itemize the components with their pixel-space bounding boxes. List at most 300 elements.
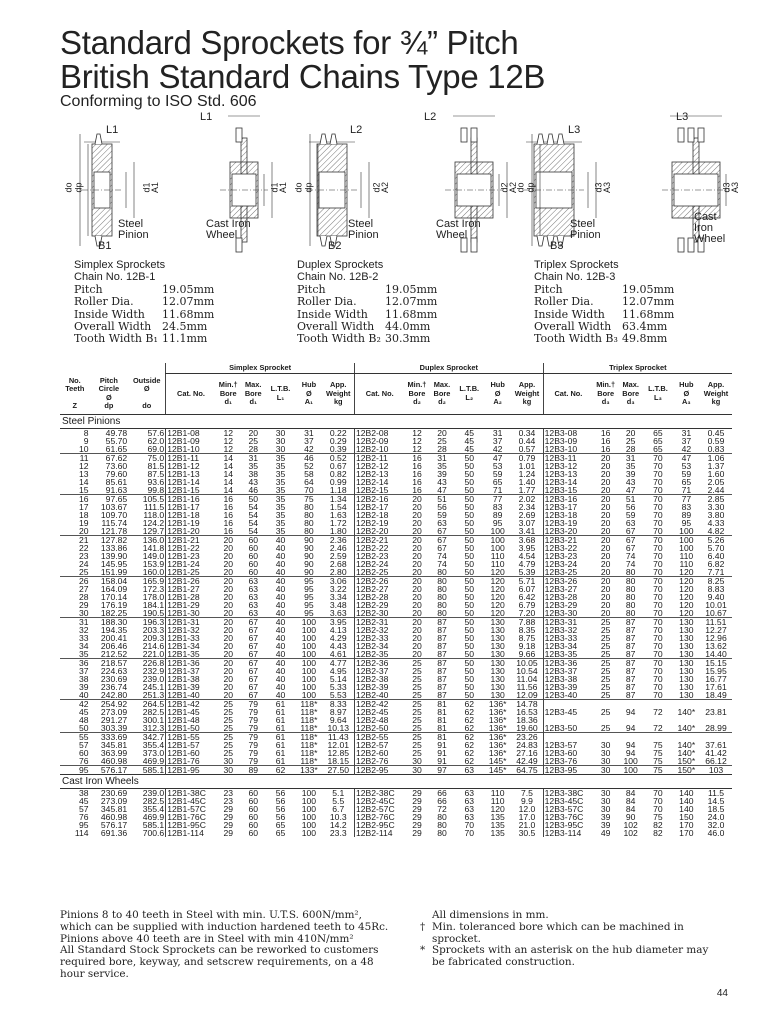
table-cell: 24.0 xyxy=(707,813,725,821)
table-cell: 95 xyxy=(492,519,503,527)
spec-key: Roller Dia. xyxy=(74,295,134,309)
table-cell: 12B2-31 xyxy=(354,618,404,627)
table-cell: 35 xyxy=(248,462,259,470)
table-cell: 12B1-13 xyxy=(166,470,216,478)
table-cell: 12B2-09 xyxy=(354,437,404,445)
table-cell: 80 xyxy=(437,829,447,837)
table-cell: 100 xyxy=(301,788,317,797)
table-cell: 53 xyxy=(492,462,503,470)
table-cell: 12B2-12 xyxy=(354,462,404,470)
table-cell: 576.17 xyxy=(100,821,128,829)
table-cell: 50 xyxy=(464,470,475,478)
table-cell: 20 xyxy=(223,568,234,577)
table-cell: 120 xyxy=(490,585,505,593)
table-cell: 20 xyxy=(412,650,422,659)
table-cell: 50 xyxy=(464,650,475,659)
table-cell: 91 xyxy=(437,757,447,766)
table-cell: 50 xyxy=(464,462,475,470)
table-cell: 12B3-35 xyxy=(543,650,593,659)
table-cell: 70 xyxy=(653,560,663,568)
table-cell: 50 xyxy=(464,527,475,536)
table-row xyxy=(60,437,732,445)
table-cell: 12B2-57C xyxy=(354,805,404,813)
table-cell: 20 xyxy=(600,609,611,618)
table-cell: 3.95 xyxy=(323,618,355,627)
table-cell: 61 xyxy=(275,724,286,733)
table-cell: 232.9 xyxy=(142,667,165,675)
footnote-text: All dimensions in mm. xyxy=(432,909,549,921)
spec-key: Roller Dia. xyxy=(297,295,357,309)
table-cell: 12B3-45 xyxy=(543,708,593,716)
table-cell: 65 xyxy=(275,821,286,829)
table-cell: 38 xyxy=(248,470,259,478)
table-cell: 67.62 xyxy=(90,454,129,463)
dimension-axis-label: dp xyxy=(525,182,536,193)
table-cell: 50 xyxy=(464,511,475,519)
table-cell: 80 xyxy=(429,577,454,586)
table-cell: 76 xyxy=(78,813,89,821)
table-cell: 25 xyxy=(593,659,618,668)
table-cell: 11.5 xyxy=(707,788,725,797)
footnote-mark: † xyxy=(420,920,426,933)
table-cell: 13.62 xyxy=(705,642,727,650)
table-cell: 50 xyxy=(464,634,475,642)
table-cell: 139.90 xyxy=(100,552,128,560)
table-cell xyxy=(593,700,618,709)
table-cell: 20 xyxy=(600,593,611,601)
table-cell: 100 xyxy=(301,797,317,805)
table-cell: 118* xyxy=(300,708,318,716)
spec-key: Pitch xyxy=(534,282,563,296)
table-cell: 25 xyxy=(78,568,89,577)
table-cell: 60 xyxy=(248,552,259,560)
table-row xyxy=(60,495,732,504)
table-cell: 12B1-95 xyxy=(166,766,216,775)
table-cell xyxy=(643,733,673,742)
table-cell: 2.36 xyxy=(323,536,355,545)
table-cell: 20 xyxy=(223,601,234,609)
table-cell: 12B2-08 xyxy=(354,429,404,438)
table-cell: 12B1-08 xyxy=(166,429,216,438)
table-cell: 45 xyxy=(464,428,475,437)
table-cell: 91 xyxy=(437,749,447,757)
table-cell: 12B3-57 xyxy=(543,741,593,749)
table-cell: 21 xyxy=(60,536,90,545)
table-cell: 12B2-21 xyxy=(354,536,404,545)
table-cell: 14 xyxy=(223,478,234,486)
table-cell: 39 xyxy=(625,470,636,478)
table-cell: 62 xyxy=(464,741,475,749)
table-cell: 61 xyxy=(275,741,286,749)
note-line: which can be supplied with induction hardened teeth to 45Rc. xyxy=(60,920,389,933)
table-cell: 11.43 xyxy=(323,733,355,742)
table-cell: 16 xyxy=(404,454,429,463)
table-cell: 59 xyxy=(625,511,636,519)
table-cell: 135 xyxy=(490,829,505,837)
table-cell: 6.7 xyxy=(332,805,345,813)
dimension-axis-label: d1 xyxy=(269,182,280,193)
table-cell: 130 xyxy=(490,626,505,634)
table-cell: 20 xyxy=(216,618,241,627)
table-cell: 64 xyxy=(304,478,314,486)
table-cell: 61 xyxy=(275,757,286,766)
table-cell: 65 xyxy=(681,478,692,486)
table-cell: 4.77 xyxy=(323,659,355,668)
table-cell: 91 xyxy=(437,741,447,749)
table-cell: 100 xyxy=(490,527,505,536)
table-cell xyxy=(618,716,643,724)
table-cell: 12B3-60 xyxy=(543,749,593,757)
table-cell: 16 xyxy=(216,495,241,504)
table-cell: 14.78 xyxy=(511,700,543,709)
table-cell: 12B1-15 xyxy=(166,486,216,495)
table-cell: 29 xyxy=(412,805,422,813)
table-cell: 16 xyxy=(223,503,234,511)
table-cell: 50 xyxy=(78,724,89,733)
table-row xyxy=(60,462,732,470)
table-cell: 20 xyxy=(593,454,618,463)
table-cell: 62 xyxy=(266,766,296,775)
table-cell: 100 xyxy=(301,642,317,650)
table-cell xyxy=(700,733,732,742)
table-cell: 20 xyxy=(600,552,611,560)
table-cell: 12B2-38C xyxy=(354,789,404,798)
table-cell: 20 xyxy=(600,560,611,568)
table-cell: 10.67 xyxy=(705,609,727,618)
table-cell: 0.59 xyxy=(707,437,725,445)
table-cell: 12B1-50 xyxy=(166,724,216,733)
spec-block-1 xyxy=(74,259,214,346)
table-cell: 12.85 xyxy=(327,749,350,757)
cast-iron-wheel-label: Cast Iron Wheel xyxy=(436,218,481,241)
table-cell: 12B2-32 xyxy=(354,626,404,634)
table-cell: 18.36 xyxy=(516,716,538,724)
table-cell: 65 xyxy=(653,445,663,454)
table-cell: 65 xyxy=(653,428,663,437)
table-cell: 182.25 xyxy=(100,609,128,618)
table-cell: 102 xyxy=(623,829,638,837)
table-cell: 3.95 xyxy=(518,544,536,552)
table-cell: 12B1-57C xyxy=(166,805,216,813)
table-cell: 12B1-45C xyxy=(166,797,216,805)
table-cell: 20 xyxy=(223,560,234,568)
table-cell: 12B3-09 xyxy=(543,437,593,445)
table-cell: 12 xyxy=(223,437,234,445)
table-cell: 100 xyxy=(679,527,694,536)
table-cell: 345.81 xyxy=(100,741,128,749)
table-cell: 20 xyxy=(223,691,234,700)
table-cell: 2.69 xyxy=(518,511,536,519)
table-cell: 38 xyxy=(78,788,89,797)
table-cell: 81 xyxy=(429,700,454,709)
table-cell: 35 xyxy=(275,503,286,511)
table-cell: 0.83 xyxy=(707,445,725,454)
table-cell: 87 xyxy=(625,634,636,642)
table-cell: 130 xyxy=(490,667,505,675)
table-cell: 273.09 xyxy=(100,797,128,805)
table-cell: 56 xyxy=(275,797,286,805)
table-cell: 40 xyxy=(275,585,286,593)
table-cell: 1.40 xyxy=(518,478,536,486)
table-cell: 312.3 xyxy=(142,724,165,733)
spec-block-3 xyxy=(534,259,674,346)
table-cell: 62 xyxy=(464,749,475,757)
note-line: hour service. xyxy=(60,967,129,980)
table-cell: 254.92 xyxy=(90,700,129,709)
table-cell: 23 xyxy=(223,788,234,797)
table-cell: 50 xyxy=(464,552,475,560)
table-cell: 63 xyxy=(248,601,259,609)
table-cell: 12.01 xyxy=(327,741,350,749)
table-cell: 50 xyxy=(464,585,475,593)
table-cell: 25 xyxy=(600,642,611,650)
table-cell: 75.0 xyxy=(128,454,166,463)
table-cell: 2.85 xyxy=(700,495,732,504)
table-cell: 20 xyxy=(600,486,611,495)
table-cell: 12B1-76C xyxy=(166,813,216,821)
table-cell: 80 xyxy=(625,609,636,618)
table-cell: 50 xyxy=(454,454,484,463)
table-cell: 190.5 xyxy=(142,609,165,618)
table-row xyxy=(60,749,732,757)
table-cell: 20 xyxy=(600,585,611,593)
table-cell: 29 xyxy=(223,813,234,821)
table-cell: 67 xyxy=(429,536,454,545)
table-cell xyxy=(700,700,732,709)
table-cell: 12B2-36 xyxy=(354,659,404,668)
table-cell: 576.17 xyxy=(90,766,129,775)
column-header: Cat. No. xyxy=(166,374,216,415)
table-cell: 5.71 xyxy=(511,577,543,586)
table-cell: 9.66 xyxy=(518,650,536,659)
table-cell: 79 xyxy=(248,741,259,749)
table-cell: 12B1-55 xyxy=(166,733,216,742)
table-cell: 145* xyxy=(484,766,511,775)
table-cell: 40 xyxy=(275,634,286,642)
table-cell: 25 xyxy=(216,733,241,742)
table-cell: 75 xyxy=(653,813,663,821)
table-cell: 12B3-16 xyxy=(543,495,593,504)
table-cell: 12B3-95C xyxy=(543,821,593,829)
table-cell: 40 xyxy=(266,577,296,586)
table-cell: 29 xyxy=(412,829,422,837)
table-cell: 17.61 xyxy=(705,683,727,691)
spec-value: 19.05mm xyxy=(162,282,215,296)
table-cell: 135 xyxy=(490,813,505,821)
table-cell: 75 xyxy=(643,766,673,775)
table-cell xyxy=(618,733,643,742)
table-cell: 16 xyxy=(223,519,234,527)
table-cell: 33 xyxy=(78,634,89,642)
column-header: Cat. No. xyxy=(354,374,404,415)
table-cell: 40 xyxy=(275,650,286,659)
table-cell: 460.98 xyxy=(100,813,128,821)
table-cell: 100 xyxy=(301,675,317,683)
table-cell: 114 xyxy=(74,829,89,837)
b-dimension-label: B3 xyxy=(550,240,564,252)
footnote xyxy=(420,945,720,969)
table-cell: 95 xyxy=(304,609,314,618)
table-cell: 67 xyxy=(437,527,447,536)
table-cell: 30 xyxy=(275,428,286,437)
table-cell: 130 xyxy=(490,683,505,691)
table-cell: 4.61 xyxy=(329,650,347,659)
spec-row xyxy=(297,333,437,345)
table-cell: 12B3-20 xyxy=(543,527,593,536)
table-cell: 67 xyxy=(248,667,259,675)
table-cell: 209.3 xyxy=(142,634,165,642)
table-row xyxy=(60,691,732,700)
table-cell: 4.54 xyxy=(518,552,536,560)
table-cell: 11 xyxy=(60,454,90,463)
table-row xyxy=(60,626,732,634)
table-cell: 70 xyxy=(653,511,663,519)
table-cell: 1.63 xyxy=(329,511,347,519)
table-cell: 120 xyxy=(484,577,511,586)
table-cell: 67 xyxy=(241,618,266,627)
table-cell: 0.79 xyxy=(511,454,543,463)
column-header: Hub Ø A₁ xyxy=(295,374,322,415)
table-cell: 36 xyxy=(60,659,90,668)
spec-value: 12.07mm xyxy=(385,295,438,309)
table-cell: 30 xyxy=(600,749,611,757)
table-cell: 80 xyxy=(437,813,447,821)
table-cell: 87 xyxy=(437,667,447,675)
table-cell: 20 xyxy=(412,568,422,577)
table-cell: 12B2-25 xyxy=(354,568,404,577)
table-cell: 12 xyxy=(412,437,422,445)
table-cell: 31 xyxy=(618,454,643,463)
table-cell: 20 xyxy=(600,601,611,609)
table-cell: 136* xyxy=(488,749,507,757)
table-cell: 10 xyxy=(78,445,89,454)
table-cell: 6.07 xyxy=(518,585,536,593)
table-cell: 25 xyxy=(412,683,422,691)
table-cell: 8.35 xyxy=(518,626,536,634)
table-cell: 12B2-95 xyxy=(354,766,404,775)
cast-iron-wheel-label: Cast Iron Wheel xyxy=(694,211,726,245)
table-cell: 14.5 xyxy=(707,797,725,805)
table-cell: 46 xyxy=(248,486,259,495)
table-cell: 30 xyxy=(275,445,286,454)
table-cell: 12B3-95 xyxy=(543,766,593,775)
table-cell: 35 xyxy=(266,495,296,504)
table-cell: 140* xyxy=(677,741,696,749)
table-cell: 12B2-55 xyxy=(354,733,404,742)
table-cell: 100 xyxy=(679,544,694,552)
table-cell: 87 xyxy=(437,691,447,700)
table-cell: 100 xyxy=(301,805,317,813)
table-cell: 194.35 xyxy=(100,626,128,634)
b-dimension-label: B1 xyxy=(98,240,112,252)
table-cell: 50 xyxy=(464,609,475,618)
table-cell: 239.0 xyxy=(142,788,165,797)
footnote-text: Sprockets with an asterisk on the hub diameter may be fabricated construction. xyxy=(432,944,709,969)
table-cell: 63 xyxy=(625,519,636,527)
table-cell: 363.99 xyxy=(100,749,128,757)
table-cell: 43 xyxy=(248,478,259,486)
table-row xyxy=(60,536,732,545)
table-cell: 118* xyxy=(295,733,322,742)
table-cell: 63 xyxy=(454,766,484,775)
table-cell: 20 xyxy=(404,618,429,627)
table-cell: 12B2-23 xyxy=(354,552,404,560)
table-cell: 12B1-10 xyxy=(166,445,216,454)
table-cell: 25 xyxy=(404,700,429,709)
table-cell: 100 xyxy=(301,667,317,675)
table-cell: 9.18 xyxy=(518,642,536,650)
table-cell: 30 xyxy=(223,757,234,766)
table-cell: 25 xyxy=(412,667,422,675)
table-cell: 118* xyxy=(300,757,318,766)
table-cell: 30 xyxy=(275,437,286,445)
table-cell: 46 xyxy=(295,454,322,463)
table-cell: 469.9 xyxy=(142,757,165,766)
table-cell: 60 xyxy=(78,749,89,757)
table-cell: 70 xyxy=(643,495,673,504)
table-cell: 54 xyxy=(248,511,259,519)
table-cell: 25 xyxy=(223,708,234,716)
table-cell: 25 xyxy=(412,749,422,757)
table-cell: 130 xyxy=(679,634,694,642)
table-cell: 50 xyxy=(464,642,475,650)
table-cell: 3.41 xyxy=(518,527,536,536)
table-cell: 120 xyxy=(679,568,694,577)
table-row xyxy=(60,544,732,552)
table-cell: 9.40 xyxy=(707,593,725,601)
table-cell: 87 xyxy=(625,675,636,683)
table-cell: 14 xyxy=(223,470,234,478)
table-cell: 130 xyxy=(679,675,694,683)
l-dimension-label: L1 xyxy=(200,111,213,123)
table-cell: 100 xyxy=(301,626,317,634)
dimension-axis-label: dp xyxy=(303,182,314,193)
spec-key: Overall Width xyxy=(297,320,375,334)
spec-value: 63.4mm xyxy=(622,320,668,334)
table-cell: 140* xyxy=(677,749,696,757)
table-cell: 12B2-15 xyxy=(354,486,404,495)
table-cell: 8 xyxy=(83,428,89,437)
table-cell: 50 xyxy=(464,478,475,486)
table-cell: 100 xyxy=(623,757,638,766)
table-cell: 42.49 xyxy=(516,757,538,766)
table-cell: 1.01 xyxy=(518,462,536,470)
table-cell: 20 xyxy=(223,634,234,642)
table-cell: 4.43 xyxy=(329,642,347,650)
table-cell: 60 xyxy=(248,568,259,577)
spec-key: Tooth Width B₁ xyxy=(74,332,158,346)
table-cell: 12B2-76C xyxy=(354,813,404,821)
table-cell: 70 xyxy=(643,659,673,668)
spec-row xyxy=(74,333,214,345)
title-line-2: British Standard Chains Type 12B xyxy=(60,58,546,95)
table-cell: 37 xyxy=(78,667,89,675)
table-cell: 12B3-17 xyxy=(543,503,593,511)
table-cell: 56 xyxy=(437,503,447,511)
table-cell: 25 xyxy=(223,749,234,757)
table-cell: 115.74 xyxy=(101,519,128,527)
table-cell: 63 xyxy=(241,577,266,586)
table-cell: 355.4 xyxy=(142,805,165,813)
table-cell: 120 xyxy=(490,593,505,601)
table-cell: 20 xyxy=(223,552,234,560)
table-cell: 120 xyxy=(490,601,505,609)
table-row xyxy=(60,675,732,683)
table-cell: 29 xyxy=(78,601,89,609)
table-cell: 12B3-18 xyxy=(543,511,593,519)
table-cell: 25 xyxy=(248,437,259,445)
table-cell: 20 xyxy=(223,667,234,675)
